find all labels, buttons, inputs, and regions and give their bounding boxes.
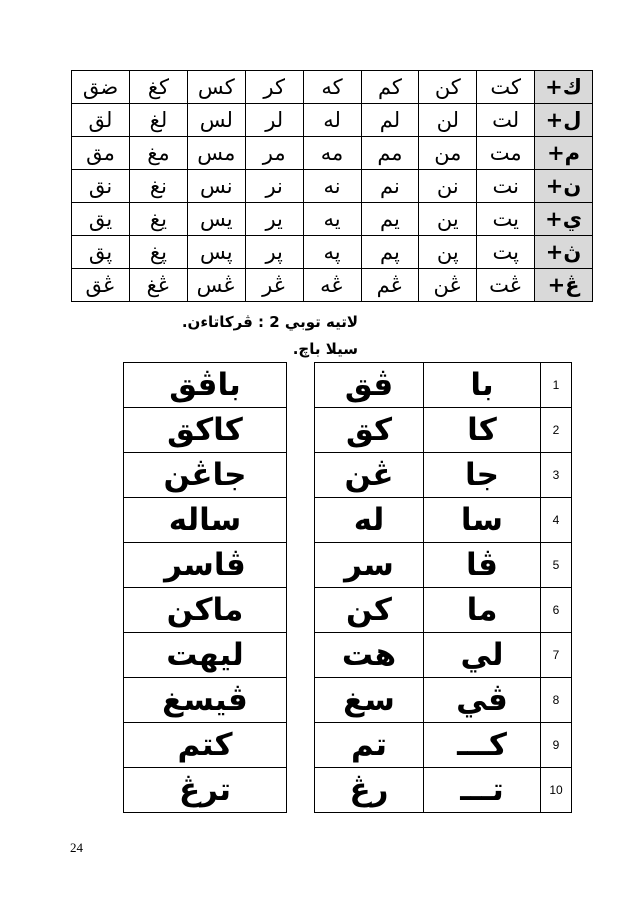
grid-cell: ڠغ xyxy=(130,269,188,302)
word-part: ڤق xyxy=(315,363,424,408)
grid-cell: كم xyxy=(361,71,419,104)
grid-cell: مم xyxy=(361,137,419,170)
grid-cell: ڠن xyxy=(419,269,477,302)
word-part: كن xyxy=(315,588,424,633)
table-row xyxy=(315,588,572,633)
grid-row-head: ي+ xyxy=(535,203,593,236)
table-row xyxy=(315,678,572,723)
table-row xyxy=(124,633,287,678)
word-part: كق xyxy=(315,408,424,453)
grid-cell: ڽر xyxy=(245,236,303,269)
grid-cell: ڠت xyxy=(477,269,535,302)
grid-cell: نر xyxy=(245,170,303,203)
grid-cell: نغ xyxy=(130,170,188,203)
grid-cell: ين xyxy=(419,203,477,236)
table-row xyxy=(124,768,287,813)
grid-cell: لم xyxy=(361,104,419,137)
syllable: ڤا xyxy=(424,543,541,588)
grid-row-head: ڠ+ xyxy=(535,269,593,302)
grid-cell: ڽس xyxy=(187,236,245,269)
grid-cell: ڽه xyxy=(303,236,361,269)
exercise-instruction: سيلا باچ. xyxy=(292,340,358,358)
full-word: كاكق xyxy=(124,408,287,453)
grid-cell: نت xyxy=(477,170,535,203)
grid-cell: ڽم xyxy=(361,236,419,269)
row-number: 3 xyxy=(541,453,572,498)
row-number: 8 xyxy=(541,678,572,723)
grid-cell: مس xyxy=(187,137,245,170)
syllable: با xyxy=(424,363,541,408)
grid-cell: نم xyxy=(361,170,419,203)
table-row xyxy=(315,723,572,768)
table-row xyxy=(315,543,572,588)
grid-cell: له xyxy=(303,104,361,137)
table-row xyxy=(315,768,572,813)
grid-cell: من xyxy=(419,137,477,170)
full-word: جاڠن xyxy=(124,453,287,498)
grid-row-head: ك+ xyxy=(535,71,593,104)
grid-cell: كر xyxy=(245,71,303,104)
grid-cell: لغ xyxy=(130,104,188,137)
grid-cell: ڽن xyxy=(419,236,477,269)
grid-cell: مق xyxy=(72,137,130,170)
full-word: ڤاسر xyxy=(124,543,287,588)
grid-row-head: ل+ xyxy=(535,104,593,137)
syllable: سا xyxy=(424,498,541,543)
syllable: كا xyxy=(424,408,541,453)
grid-row xyxy=(72,236,593,269)
row-number: 9 xyxy=(541,723,572,768)
exercise-heading: لاتيه توبي 2 : ڤركاتاءن. xyxy=(181,313,358,331)
grid-cell: كس xyxy=(187,71,245,104)
full-word: ساله xyxy=(124,498,287,543)
full-word-table xyxy=(123,362,287,813)
table-row xyxy=(124,678,287,723)
grid-cell: ڽغ xyxy=(130,236,188,269)
grid-cell: ڠر xyxy=(245,269,303,302)
row-number: 7 xyxy=(541,633,572,678)
grid-row xyxy=(72,269,593,302)
grid-cell: يس xyxy=(187,203,245,236)
table-row xyxy=(124,543,287,588)
full-word: كتم xyxy=(124,723,287,768)
table-row xyxy=(124,498,287,543)
grid-cell: نق xyxy=(72,170,130,203)
row-number: 10 xyxy=(541,768,572,813)
table-row xyxy=(315,408,572,453)
grid-cell: مر xyxy=(245,137,303,170)
grid-cell: لس xyxy=(187,104,245,137)
grid-cell: ڠم xyxy=(361,269,419,302)
grid-cell: كن xyxy=(419,71,477,104)
grid-cell: نن xyxy=(419,170,477,203)
full-word: ماكن xyxy=(124,588,287,633)
grid-cell: يق xyxy=(72,203,130,236)
grid-cell: يم xyxy=(361,203,419,236)
grid-cell: ضق xyxy=(72,71,130,104)
full-word: ڤيسغ xyxy=(124,678,287,723)
row-number: 1 xyxy=(541,363,572,408)
syllable: لي xyxy=(424,633,541,678)
table-row xyxy=(315,453,572,498)
grid-cell: ڽق xyxy=(72,236,130,269)
syllable: ڤي xyxy=(424,678,541,723)
word-part: سغ xyxy=(315,678,424,723)
syllable: تـــ xyxy=(424,768,541,813)
word-part: ڠن xyxy=(315,453,424,498)
grid-row xyxy=(72,71,593,104)
grid-cell: لق xyxy=(72,104,130,137)
grid-cell: كت xyxy=(477,71,535,104)
page-number: 24 xyxy=(70,840,83,855)
row-number: 2 xyxy=(541,408,572,453)
word-part: له xyxy=(315,498,424,543)
grid-row-head: ڽ+ xyxy=(535,236,593,269)
row-number: 4 xyxy=(541,498,572,543)
grid-row xyxy=(72,137,593,170)
table-row xyxy=(124,363,287,408)
row-number: 5 xyxy=(541,543,572,588)
full-word: باڤق xyxy=(124,363,287,408)
table-row xyxy=(124,453,287,498)
word-part: سر xyxy=(315,543,424,588)
letter-combination-grid xyxy=(71,70,593,302)
table-row xyxy=(124,588,287,633)
grid-cell: مت xyxy=(477,137,535,170)
syllable: كـــ xyxy=(424,723,541,768)
grid-row-head: م+ xyxy=(535,137,593,170)
grid-cell: ڽت xyxy=(477,236,535,269)
grid-cell: ڠه xyxy=(303,269,361,302)
full-word: ترڠ xyxy=(124,768,287,813)
grid-cell: لن xyxy=(419,104,477,137)
grid-cell: نه xyxy=(303,170,361,203)
grid-cell: نس xyxy=(187,170,245,203)
table-row xyxy=(124,723,287,768)
grid-cell: لر xyxy=(245,104,303,137)
word-part: هت xyxy=(315,633,424,678)
grid-cell: مه xyxy=(303,137,361,170)
grid-cell: يت xyxy=(477,203,535,236)
grid-row xyxy=(72,104,593,137)
grid-cell: يه xyxy=(303,203,361,236)
grid-cell: كغ xyxy=(130,71,188,104)
grid-cell: مغ xyxy=(130,137,188,170)
full-word: ليهت xyxy=(124,633,287,678)
grid-row-head: ن+ xyxy=(535,170,593,203)
grid-cell: ڠس xyxy=(187,269,245,302)
word-part: تم xyxy=(315,723,424,768)
syllable-table xyxy=(314,362,572,813)
word-part: رڠ xyxy=(315,768,424,813)
table-row xyxy=(315,363,572,408)
syllable: ما xyxy=(424,588,541,633)
grid-cell: لت xyxy=(477,104,535,137)
grid-cell: ڠق xyxy=(72,269,130,302)
grid-row xyxy=(72,170,593,203)
row-number: 6 xyxy=(541,588,572,633)
table-row xyxy=(124,408,287,453)
table-row xyxy=(315,498,572,543)
grid-cell: كه xyxy=(303,71,361,104)
grid-cell: ير xyxy=(245,203,303,236)
grid-row xyxy=(72,203,593,236)
syllable: جا xyxy=(424,453,541,498)
table-row xyxy=(315,633,572,678)
grid-cell: يغ xyxy=(130,203,188,236)
